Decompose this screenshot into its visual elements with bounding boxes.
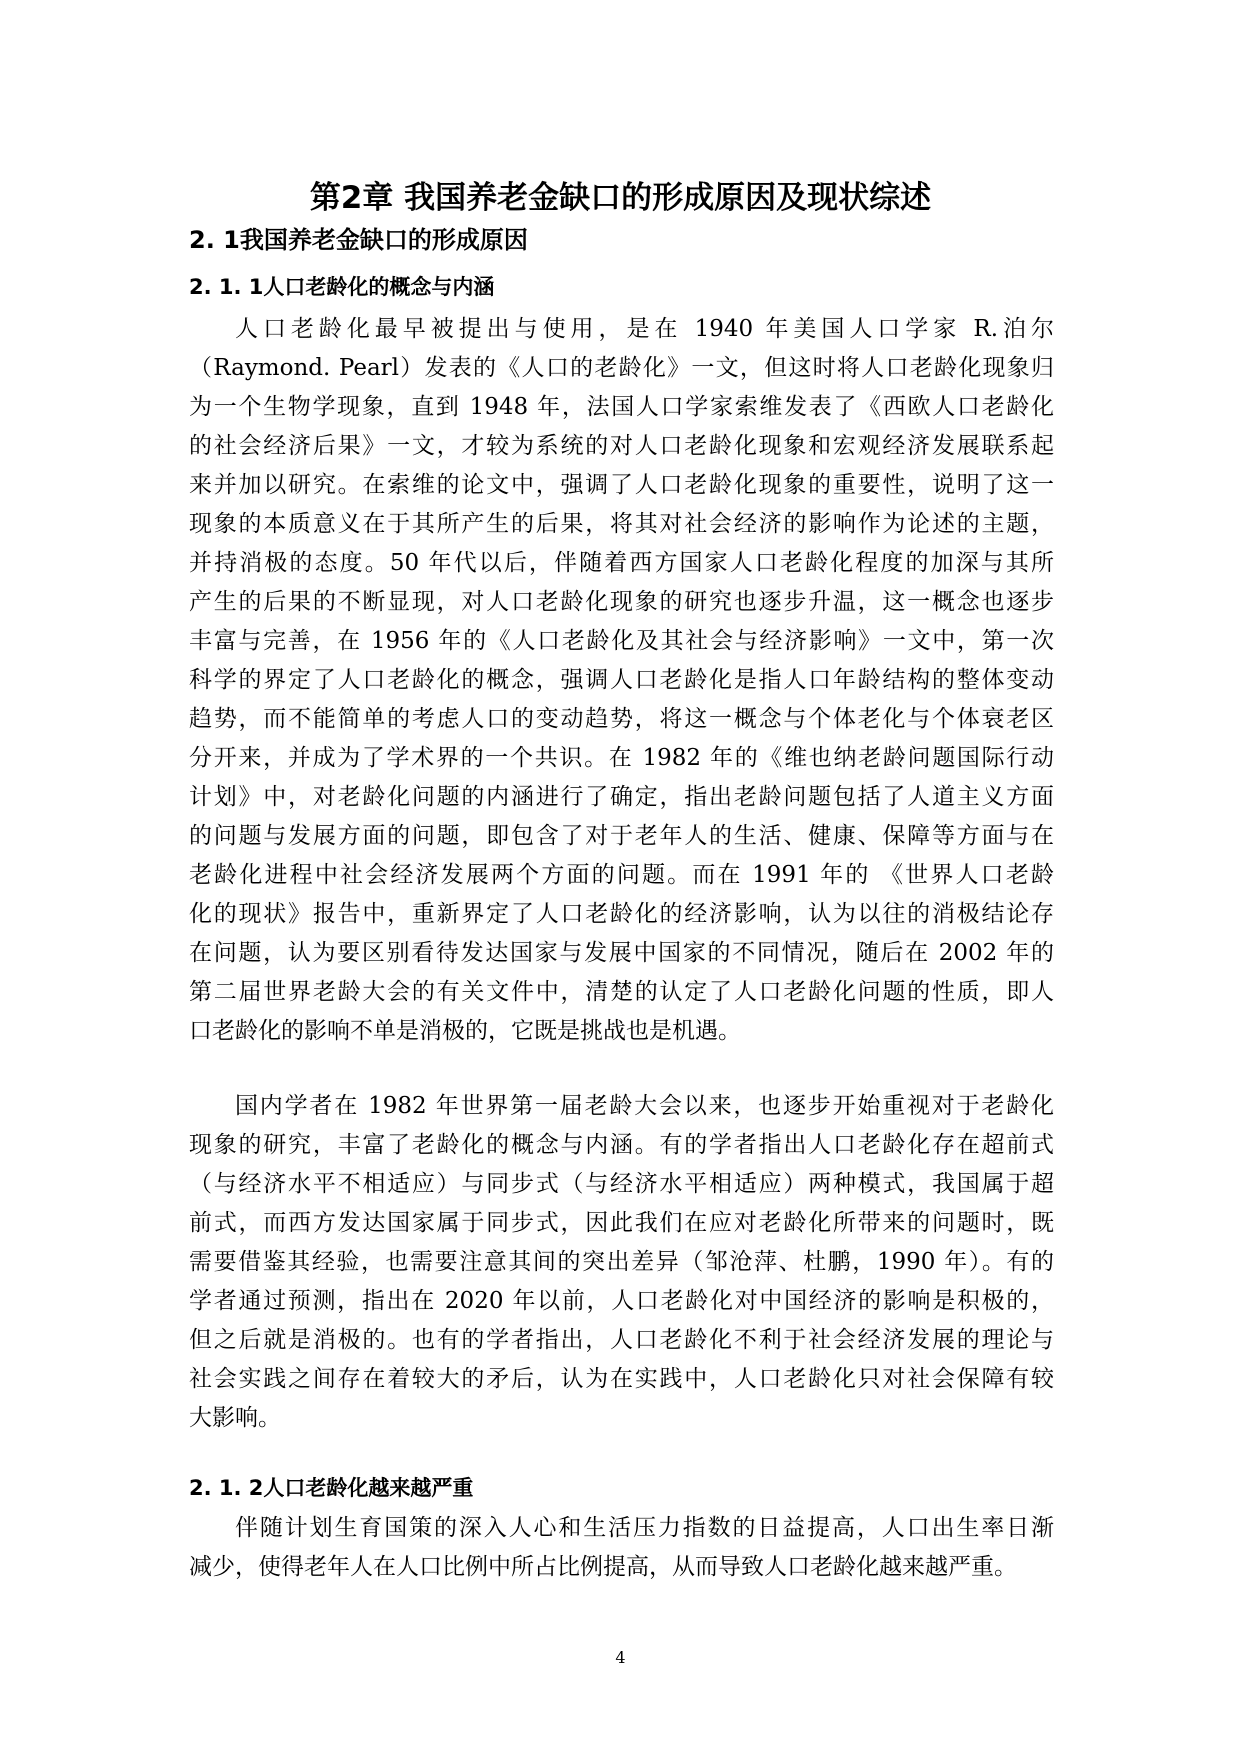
text-line: 现象的本质意义在于其所产生的后果，将其对社会经济的影响作为论述的主题， (189, 511, 1054, 537)
paragraph-aging-severity (189, 1509, 1054, 1587)
paragraph-aging-concept-history (189, 310, 1054, 1051)
chapter-title: 第2章 我国养老金缺口的形成原因及现状综述 (309, 180, 932, 216)
text-line: 伴随计划生育国策的深入人心和生活压力指数的日益提高，人口出生率日渐 (235, 1515, 1054, 1541)
subsection-heading-1: 2. 1. 1人口老龄化的概念与内涵 (189, 275, 495, 299)
text-line: 化的现状》报告中，重新界定了人口老龄化的经济影响，认为以往的消极结论存 (189, 901, 1054, 927)
text-line: 国内学者在 1982 年世界第一届老龄大会以来，也逐步开始重视对于老龄化 (235, 1093, 1054, 1119)
text-line: 老龄化进程中社会经济发展两个方面的问题。而在 1991 年的 《世界人口老龄 (189, 862, 1054, 888)
text-line: 为一个生物学现象，直到 1948 年，法国人口学家索维发表了《西欧人口老龄化 (189, 394, 1054, 420)
text-line: 前式，而西方发达国家属于同步式，因此我们在应对老龄化所带来的问题时，既 (189, 1210, 1054, 1236)
text-line: 学者通过预测，指出在 2020 年以前，人口老龄化对中国经济的影响是积极的， (189, 1288, 1054, 1314)
text-line: 人口老龄化最早被提出与使用，是在 1940 年美国人口学家 R.泊尔 (235, 316, 1054, 342)
text-line: 在问题，认为要区别看待发达国家与发展中国家的不同情况，随后在 2002 年的 (189, 940, 1054, 966)
text-line: 丰富与完善，在 1956 年的《人口老龄化及其社会与经济影响》一文中，第一次 (189, 628, 1054, 654)
text-line: 第二届世界老龄大会的有关文件中，清楚的认定了人口老龄化问题的性质，即人 (189, 979, 1054, 1005)
paragraph-domestic-research (189, 1087, 1054, 1438)
text-line: （与经济水平不相适应）与同步式（与经济水平相适应）两种模式，我国属于超 (189, 1171, 1054, 1197)
text-line: 减少，使得老年人在人口比例中所占比例提高，从而导致人口老龄化越来越严重。 (189, 1554, 1017, 1580)
text-line: 并持消极的态度。50 年代以后，伴随着西方国家人口老龄化程度的加深与其所 (189, 550, 1054, 576)
text-line: 的问题与发展方面的问题，即包含了对于老年人的生活、健康、保障等方面与在 (189, 823, 1054, 849)
text-line: 大影响。 (189, 1405, 281, 1431)
text-line: 现象的研究，丰富了老龄化的概念与内涵。有的学者指出人口老龄化存在超前式 (189, 1132, 1054, 1158)
text-line: 口老龄化的影响不单是消极的，它既是挑战也是机遇。 (189, 1018, 741, 1044)
text-line: 趋势，而不能简单的考虑人口的变动趋势，将这一概念与个体老化与个体衰老区 (189, 706, 1054, 732)
text-line: 但之后就是消极的。也有的学者指出，人口老龄化不利于社会经济发展的理论与 (189, 1327, 1054, 1353)
page-number: 4 (615, 1648, 626, 1667)
text-line: 计划》中，对老龄化问题的内涵进行了确定，指出老龄问题包括了人道主义方面 (189, 784, 1054, 810)
text-line: 的社会经济后果》一文，才较为系统的对人口老龄化现象和宏观经济发展联系起 (189, 433, 1054, 459)
subsection-heading-2: 2. 1. 2人口老龄化越来越严重 (189, 1476, 474, 1500)
text-line: 分开来，并成为了学术界的一个共识。在 1982 年的《维也纳老龄问题国际行动 (189, 745, 1054, 771)
text-line: 科学的界定了人口老龄化的概念，强调人口老龄化是指人口年龄结构的整体变动 (189, 667, 1054, 693)
text-line: 来并加以研究。在索维的论文中，强调了人口老龄化现象的重要性，说明了这一 (189, 472, 1054, 498)
section-heading: 2. 1我国养老金缺口的形成原因 (189, 226, 528, 254)
text-line: 需要借鉴其经验，也需要注意其间的突出差异（邹沧萍、杜鹏，1990 年）。有的 (189, 1249, 1054, 1275)
text-line: 社会实践之间存在着较大的矛后，认为在实践中，人口老龄化只对社会保障有较 (189, 1366, 1054, 1392)
text-line: 产生的后果的不断显现，对人口老龄化现象的研究也逐步升温，这一概念也逐步 (189, 589, 1054, 615)
text-line: （Raymond. Pearl）发表的《人口的老龄化》一文，但这时将人口老龄化现象归 (189, 355, 1054, 381)
